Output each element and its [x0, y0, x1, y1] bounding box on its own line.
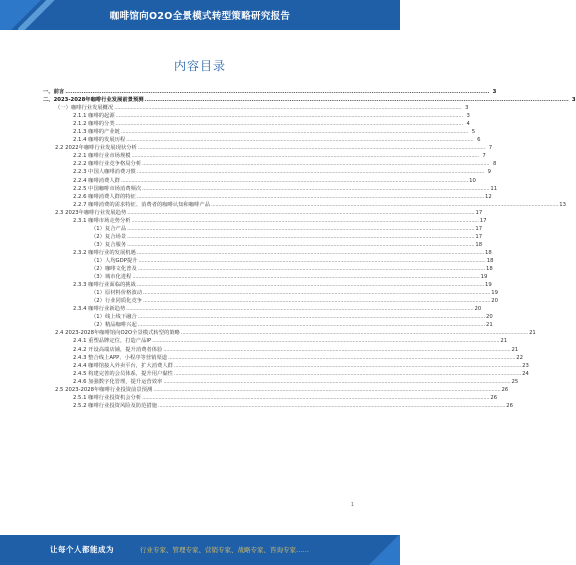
- toc-entry[interactable]: [43, 233, 483, 241]
- toc-leader-dots: [143, 297, 490, 305]
- toc-entry-title: 2.1.2 咖啡的分类: [73, 121, 115, 128]
- toc-entry-title: 2.4.5 构建完善的会员体系，提升用户黏性: [73, 370, 173, 377]
- toc-entry-page: 3: [465, 105, 469, 112]
- toc-entry-title: 2.3.4 咖啡行业新趋势: [73, 306, 126, 313]
- toc-entry[interactable]: [43, 136, 481, 144]
- toc-entry-title: （3）复合服务: [91, 241, 127, 248]
- toc-entry-page: 6: [477, 137, 481, 144]
- toc-entry[interactable]: [43, 378, 519, 386]
- toc-leader-dots: [137, 193, 484, 201]
- toc-entry-page: 11: [490, 185, 498, 192]
- footer-roles: 行业专家、管理专家、营销专家、战略专家、咨询专家……: [140, 546, 309, 554]
- toc-entry[interactable]: [43, 386, 509, 394]
- footer-slogan: 让每个人都能成为: [50, 545, 114, 554]
- toc-leader-dots: [116, 112, 463, 120]
- toc-entry-page: 20: [474, 306, 482, 313]
- toc-leader-dots: [126, 136, 473, 144]
- toc-entry-page: 7: [482, 153, 486, 160]
- toc-leader-dots: [127, 225, 474, 233]
- toc-entry-page: 10: [469, 177, 476, 184]
- toc-leader-dots: [181, 329, 528, 337]
- toc-entry[interactable]: [43, 265, 493, 273]
- toc-entry-title: 二、2023-2028年咖啡行业发展前景预测: [43, 97, 144, 104]
- toc-entry[interactable]: [43, 281, 492, 289]
- toc-entry[interactable]: [43, 289, 498, 297]
- toc-entry-page: 21: [511, 346, 519, 353]
- toc-entry-page: 23: [522, 362, 529, 369]
- toc-entry-page: 17: [475, 233, 483, 240]
- toc-entry-title: 2.2 2022年咖啡行业发展现状分析: [55, 145, 137, 152]
- toc-leader-dots: [138, 265, 485, 273]
- toc-entry-page: 3: [571, 97, 576, 104]
- toc-entry-title: （2）咖啡文化普及: [91, 266, 137, 273]
- toc-entry[interactable]: [43, 160, 497, 168]
- toc-entry-page: 18: [486, 257, 494, 264]
- toc-entry-page: 18: [485, 266, 493, 273]
- toc-entry-title: 2.3.1 咖啡市场走势分析: [73, 217, 131, 224]
- toc-entry[interactable]: [43, 394, 498, 402]
- toc-leader-dots: [126, 305, 473, 313]
- toc-entry-page: 3: [492, 89, 497, 95]
- toc-entry-page: 12: [485, 193, 492, 200]
- toc-entry[interactable]: [43, 313, 493, 321]
- toc-entry-page: 24: [522, 370, 529, 377]
- toc-entry-title: 2.2.7 咖啡消费的需求特征、消费者的咖啡认知和咖啡产品: [73, 201, 210, 208]
- toc-entry-title: 2.2.4 咖啡消费人群: [73, 177, 120, 184]
- toc-entry[interactable]: [43, 337, 508, 345]
- toc-entry-page: 9: [487, 169, 492, 176]
- footer-banner: [0, 535, 400, 565]
- toc-entry-page: 19: [485, 282, 492, 289]
- toc-entry[interactable]: [43, 96, 576, 104]
- toc-entry[interactable]: [43, 152, 486, 160]
- toc-entry-page: 7: [488, 145, 493, 152]
- toc-entry[interactable]: [43, 217, 487, 225]
- toc-leader-dots: [132, 152, 479, 160]
- toc-entry-page: 17: [475, 225, 483, 232]
- toc-entry-page: 4: [466, 121, 470, 128]
- toc-leader-dots: [168, 354, 515, 362]
- toc-entry-page: 21: [529, 330, 536, 337]
- toc-entry-page: 20: [491, 298, 498, 305]
- toc-entry-title: （1）人均GDP提升: [91, 257, 138, 264]
- toc-entry-title: 2.4.1 重塑品牌定位，打造产品IP: [73, 338, 152, 345]
- toc-entry-title: 2.3.3 咖啡行业面临的挑战: [73, 282, 136, 289]
- toc-entry[interactable]: [43, 362, 529, 370]
- toc-leader-dots: [137, 249, 484, 257]
- toc-leader-dots: [142, 160, 489, 168]
- toc-entry-page: 17: [479, 217, 487, 224]
- toc-entry-title: 2.4.2 开设高端店铺，提升消费者体验: [73, 346, 163, 353]
- toc-entry-title: （2）行业同质化竞争: [91, 298, 143, 305]
- toc-leader-dots: [65, 88, 489, 96]
- toc-entry[interactable]: [43, 346, 519, 354]
- toc-entry[interactable]: [43, 225, 483, 233]
- toc-entry-title: （一）咖啡行业发展概况: [55, 105, 114, 112]
- toc-entry[interactable]: [43, 112, 470, 120]
- header-banner: [0, 0, 400, 30]
- toc-heading: 内容目录: [173, 59, 226, 73]
- toc-entry-page: 21: [485, 322, 493, 329]
- toc-leader-dots: [114, 104, 461, 112]
- toc-entry[interactable]: [43, 193, 492, 201]
- toc-leader-dots: [127, 209, 474, 217]
- report-title: 咖啡馆向O2O全景模式转型策略研究报告: [109, 11, 291, 22]
- toc-entry[interactable]: [43, 185, 498, 193]
- toc-leader-dots: [163, 378, 510, 386]
- toc-leader-dots: [138, 321, 485, 329]
- toc-entry-page: 18: [475, 241, 483, 248]
- toc-leader-dots: [132, 217, 479, 225]
- toc-leader-dots: [153, 386, 500, 394]
- toc-leader-dots: [211, 201, 558, 209]
- toc-leader-dots: [174, 362, 521, 370]
- toc-entry[interactable]: [43, 177, 476, 185]
- toc-entry[interactable]: [43, 297, 498, 305]
- toc-entry-page: 26: [501, 386, 509, 393]
- toc-leader-dots: [143, 289, 490, 297]
- toc-leader-dots: [174, 370, 521, 378]
- toc-entry-page: 17: [475, 209, 483, 216]
- toc-entry-title: 2.1.3 咖啡的产业链: [73, 129, 120, 136]
- toc-leader-dots: [138, 313, 485, 321]
- toc-entry[interactable]: [43, 209, 483, 217]
- toc-entry-page: 26: [506, 402, 513, 409]
- toc-entry-title: 2.3 2023年咖啡行业发展趋势: [55, 209, 127, 216]
- footer-decoration: [360, 535, 400, 565]
- toc-entry-page: 3: [466, 113, 470, 120]
- toc-leader-dots: [145, 96, 569, 104]
- toc-leader-dots: [152, 337, 499, 345]
- toc-entry[interactable]: [43, 273, 488, 281]
- toc-entry-title: 2.4.4 咖啡馆接入外卖平台，扩大消费人群: [73, 362, 173, 369]
- page-number: 1: [350, 502, 354, 508]
- toc-entry-title: 2.5.1 咖啡行业投资机会分析: [73, 394, 142, 401]
- toc-entry[interactable]: [43, 354, 523, 362]
- toc-leader-dots: [137, 168, 484, 176]
- toc-leader-dots: [163, 346, 510, 354]
- toc-entry-page: 5: [471, 129, 476, 136]
- toc-entry-title: 一、前言: [43, 89, 65, 95]
- toc-entry-title: 2.1.4 咖啡的发展历程: [73, 137, 126, 144]
- toc-leader-dots: [138, 144, 485, 152]
- toc-leader-dots: [121, 128, 468, 136]
- toc-entry[interactable]: [43, 257, 494, 265]
- toc-entry-page: 22: [516, 354, 523, 361]
- toc-leader-dots: [121, 177, 468, 185]
- toc-entry-title: 2.2.2 咖啡行业竞争格局分析: [73, 161, 142, 168]
- toc-leader-dots: [132, 273, 479, 281]
- toc-entry-title: （3）城市化进程: [91, 274, 132, 281]
- toc-entry[interactable]: [43, 88, 497, 96]
- toc-entry-title: （1）原材料价格波动: [91, 290, 143, 297]
- toc-entry-title: 2.5 2023-2028年咖啡行业投资前景预测: [55, 386, 153, 393]
- toc-entry-title: （1）线上线下融合: [91, 314, 137, 321]
- toc-entry-page: 20: [485, 314, 493, 321]
- toc-entry[interactable]: [43, 329, 536, 337]
- toc-entry[interactable]: [43, 321, 493, 329]
- toc-entry[interactable]: [43, 168, 492, 176]
- toc-leader-dots: [116, 120, 463, 128]
- toc-entry-page: 19: [480, 274, 488, 281]
- toc-entry-page: 26: [490, 394, 498, 401]
- toc-leader-dots: [127, 233, 474, 241]
- toc-entry-page: 19: [491, 290, 498, 297]
- toc-entry-page: 18: [485, 249, 492, 256]
- toc-entry-title: 2.4.3 整合线上APP、小程序等营销渠道: [73, 354, 168, 361]
- toc-entry-title: （2）复合场景: [91, 233, 127, 240]
- toc-leader-dots: [142, 394, 489, 402]
- toc-entry-title: 2.3.2 咖啡行业的发展机遇: [73, 249, 136, 256]
- toc-entry[interactable]: [43, 305, 482, 313]
- toc-entry[interactable]: [43, 144, 493, 152]
- toc-entry[interactable]: [43, 201, 566, 209]
- table-of-contents: [43, 88, 576, 410]
- toc-entry-title: （1）复合产品: [91, 225, 127, 232]
- toc-entry[interactable]: [43, 241, 483, 249]
- toc-entry-page: 8: [492, 161, 497, 168]
- toc-entry[interactable]: [43, 104, 469, 112]
- toc-leader-dots: [127, 241, 474, 249]
- toc-entry-page: 13: [559, 201, 566, 208]
- toc-entry[interactable]: [43, 120, 470, 128]
- toc-entry[interactable]: [43, 249, 492, 257]
- toc-entry-title: 2.4.6 加强数字化管理，提升运营效率: [73, 378, 163, 385]
- toc-leader-dots: [158, 402, 505, 410]
- toc-leader-dots: [139, 257, 486, 265]
- toc-entry-title: 2.2.5 中国咖啡市场消费频次: [73, 185, 142, 192]
- toc-entry-page: 25: [511, 378, 519, 385]
- toc-entry-title: （2）精品咖啡兴起: [91, 322, 137, 329]
- toc-entry-page: 21: [500, 338, 508, 345]
- toc-entry-title: 2.2.3 中国人咖啡消费习惯: [73, 169, 136, 176]
- toc-leader-dots: [137, 281, 484, 289]
- toc-entry[interactable]: [43, 128, 476, 136]
- toc-entry[interactable]: [43, 370, 529, 378]
- toc-entry-title: 2.1.1 咖啡的起源: [73, 113, 115, 120]
- toc-entry-title: 2.2.1 咖啡行业市场规模: [73, 153, 131, 160]
- toc-entry[interactable]: [43, 402, 513, 410]
- toc-entry-title: 2.4 2023-2028年咖啡馆向O2O全景模式转型的策略: [55, 330, 180, 337]
- toc-entry-title: 2.2.6 咖啡消费人群的特征: [73, 193, 136, 200]
- toc-leader-dots: [142, 185, 489, 193]
- toc-entry-title: 2.5.2 咖啡行业投资风险及防范措施: [73, 402, 158, 409]
